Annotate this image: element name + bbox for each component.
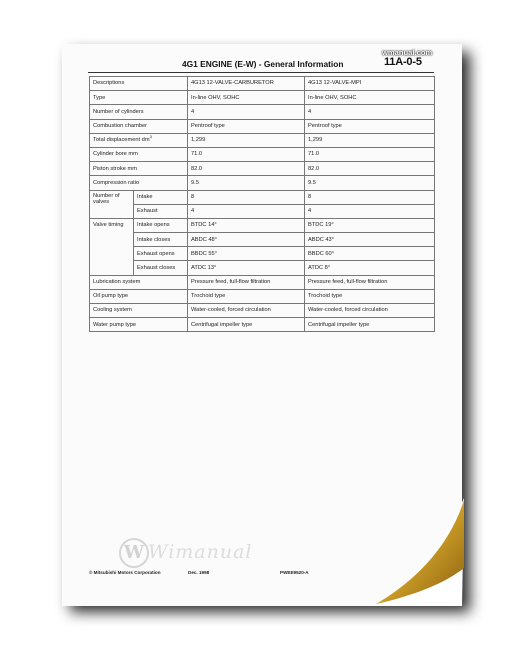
table-row bbox=[90, 105, 435, 119]
cell-value: ABDC 48° bbox=[188, 233, 305, 247]
sub-label: Intake bbox=[134, 190, 188, 204]
table-row bbox=[90, 162, 435, 176]
page-curl-icon[interactable] bbox=[372, 498, 472, 608]
cell-value: ATDC 13° bbox=[188, 261, 305, 275]
footer-date: Dec. 1998 bbox=[188, 570, 210, 575]
cell-value: Trochoid type bbox=[188, 289, 305, 303]
row-label: Oil pump type bbox=[90, 289, 188, 303]
row-label-text: Total displacement dm bbox=[93, 137, 150, 144]
cell-value: In-line OHV, SOHC bbox=[305, 91, 435, 105]
cell-value: Pentroof type bbox=[188, 119, 305, 133]
cell-value: Trochoid type bbox=[305, 289, 435, 303]
cell-value: BBDC 60° bbox=[305, 247, 435, 261]
table-row bbox=[90, 133, 435, 147]
table-row bbox=[90, 261, 435, 275]
footer-company: © Mitsubishi Motors Corporation bbox=[89, 570, 161, 575]
table-row bbox=[90, 119, 435, 133]
cell-value: 71.0 bbox=[188, 147, 305, 161]
page-number: 11A-0-5 bbox=[384, 56, 422, 68]
cell-value: ABDC 43° bbox=[305, 233, 435, 247]
cell-value: 9.5 bbox=[188, 176, 305, 190]
cell-value: Centrifugal impeller type bbox=[188, 318, 305, 332]
watermark-logo-icon: W bbox=[119, 538, 149, 568]
table-row bbox=[90, 304, 435, 318]
cell-value: 9.5 bbox=[305, 176, 435, 190]
cell-value: 82.0 bbox=[305, 162, 435, 176]
cell-value: Pentroof type bbox=[305, 119, 435, 133]
cell-value: Water-cooled, forced circulation bbox=[188, 304, 305, 318]
cell-value: Centrifugal impeller type bbox=[305, 318, 435, 332]
cell-value: 82.0 bbox=[188, 162, 305, 176]
watermark-text: Wimanual bbox=[148, 541, 253, 563]
cell-value: 71.0 bbox=[305, 147, 435, 161]
column-header: 4G13 12-VALVE-MPI bbox=[305, 77, 435, 91]
table-row bbox=[90, 204, 435, 218]
cell-value: ATDC 8° bbox=[305, 261, 435, 275]
column-header: 4G13 12-VALVE-CARBURETOR bbox=[188, 77, 305, 91]
row-label: Compression ratio bbox=[90, 176, 188, 190]
sub-label: Intake closes bbox=[134, 233, 188, 247]
table-row bbox=[90, 318, 435, 332]
table-row bbox=[90, 275, 435, 289]
cell-value: In-line OHV, SOHC bbox=[188, 91, 305, 105]
row-label: Type bbox=[90, 91, 188, 105]
cell-value: Pressure feed, full-flow filtration bbox=[305, 275, 435, 289]
table-row bbox=[90, 91, 435, 105]
cell-value: Water-cooled, forced circulation bbox=[305, 304, 435, 318]
table-row bbox=[90, 218, 435, 232]
row-label: Lubrication system bbox=[90, 275, 188, 289]
table-row bbox=[90, 289, 435, 303]
sub-label: Exhaust opens bbox=[134, 247, 188, 261]
row-label: Cylinder bore mm bbox=[90, 147, 188, 161]
unit-superscript: 3 bbox=[149, 134, 152, 140]
row-label: Number of cylinders bbox=[90, 105, 188, 119]
cell-value: 8 bbox=[305, 190, 435, 204]
column-header: Descriptions bbox=[90, 77, 188, 91]
row-group-label: Valve timing bbox=[90, 218, 134, 275]
header-rule bbox=[88, 72, 434, 73]
page-title: 4G1 ENGINE (E-W) - General Information bbox=[182, 59, 344, 69]
row-label: Cooling system bbox=[90, 304, 188, 318]
cell-value: 1,299 bbox=[305, 133, 435, 147]
site-watermark: wmanual.com bbox=[382, 48, 433, 57]
cell-value: 4 bbox=[188, 105, 305, 119]
table-row bbox=[90, 176, 435, 190]
cell-value: Pressure feed, full-flow filtration bbox=[188, 275, 305, 289]
cell-value: 1,299 bbox=[188, 133, 305, 147]
table-header-row bbox=[90, 77, 435, 91]
row-label: Water pump type bbox=[90, 318, 188, 332]
table-row bbox=[90, 147, 435, 161]
spec-table bbox=[89, 76, 435, 332]
cell-value: BTDC 14° bbox=[188, 218, 305, 232]
cell-value: 4 bbox=[305, 204, 435, 218]
row-group-label: Number of valves bbox=[90, 190, 134, 218]
cell-value: BTDC 19° bbox=[305, 218, 435, 232]
cell-value: BBDC 55° bbox=[188, 247, 305, 261]
sub-label: Exhaust closes bbox=[134, 261, 188, 275]
footer-code: PWEE9520-A bbox=[280, 570, 309, 575]
cell-value: 4 bbox=[305, 105, 435, 119]
table-row bbox=[90, 233, 435, 247]
sub-label: Intake opens bbox=[134, 218, 188, 232]
table-row bbox=[90, 190, 435, 204]
cell-value: 8 bbox=[188, 190, 305, 204]
row-label bbox=[90, 133, 188, 147]
cell-value: 4 bbox=[188, 204, 305, 218]
row-label: Piston stroke mm bbox=[90, 162, 188, 176]
row-label: Combustion chamber bbox=[90, 119, 188, 133]
sub-label: Exhaust bbox=[134, 204, 188, 218]
table-row bbox=[90, 247, 435, 261]
